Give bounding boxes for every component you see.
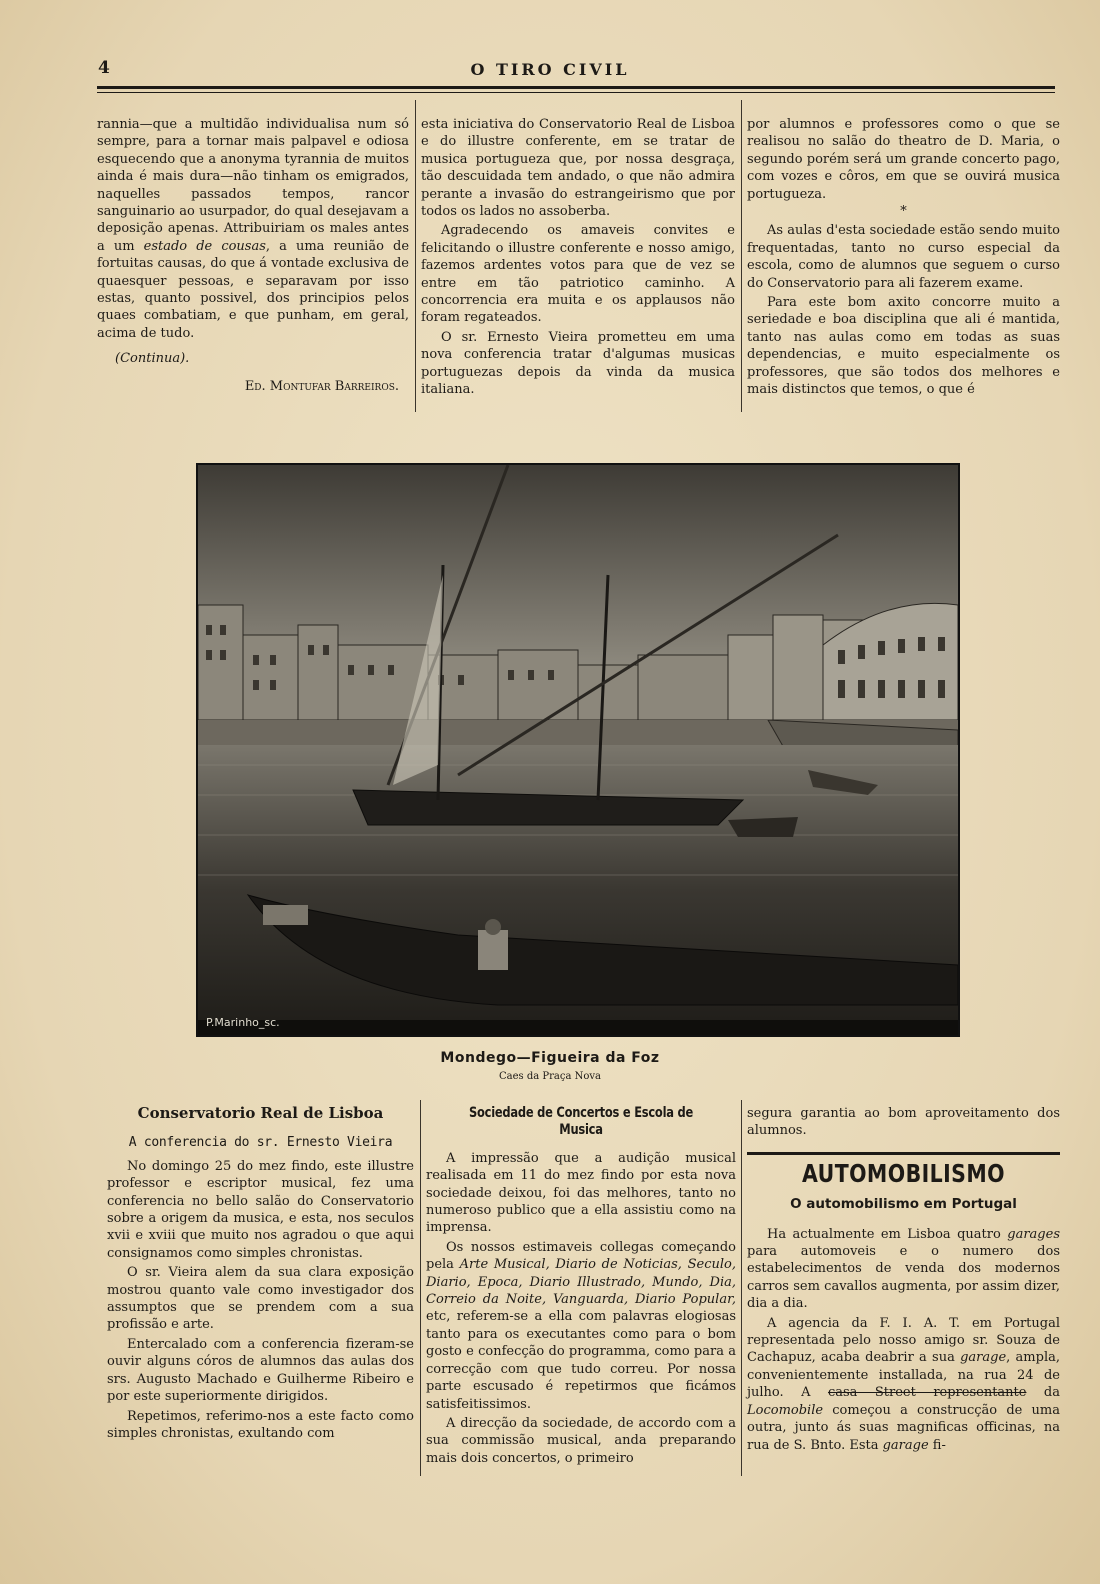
column-divider bbox=[420, 1100, 421, 1476]
article-paragraph: O sr. Ernesto Vieira prometteu em uma nova conferencia tratar d'algumas musicas portuguezas depois da vinda da musica italiana. bbox=[421, 329, 735, 398]
article-paragraph: Para este bom axito concorre muito a seriedade e boa disciplina que ali é mantida, tanto nas aulas como em todas as suas dependencias, e muito especialmente os professores, que são todos dos melhores e mais distinctos que temos, o que é bbox=[747, 295, 1060, 398]
top-column-2 bbox=[421, 116, 735, 401]
article-paragraph: A agencia da F. I. A. T. em Portugal representada pelo nosso amigo sr. Souza de Cachapuz, acaba deabrir a sua garage, ampla, convenientemente installada, na rua 24 de julho. A casa Street representante da Locomobile começou a construcção de uma outra, junto ás suas magnificas officinas, na rua de S. Bnto. Esta garage fi- bbox=[747, 1315, 1060, 1453]
bottom-column-3 bbox=[747, 1105, 1060, 1456]
article-subtitle: O automobilismo em Portugal bbox=[790, 1196, 1017, 1213]
article-paragraph: Entercalado com a conferencia fizeram-se ouvir alguns córos de alumnos das aulas dos srs. Augusto Machado e Guilherme Ribeiro e por este superiormente dirigidos. bbox=[107, 1336, 414, 1405]
article-paragraph: segura garantia ao bom aproveitamento dos alumnos. bbox=[747, 1106, 1060, 1139]
author-signature: Ed. Montufar Barreiros. bbox=[244, 378, 399, 394]
article-title: Sociedade de Concertos e Escola de Musica bbox=[468, 1105, 694, 1139]
top-column-1 bbox=[97, 116, 409, 395]
bottom-column-1 bbox=[107, 1105, 414, 1444]
article-paragraph: Agradecendo os amaveis convites e felicitando o illustre conferente e nosso amigo, fazemos ardentes votos para que de vez se entre em tão patriotico caminho. A concorrencia era muita e os applausos não foram regateados. bbox=[421, 223, 735, 326]
photo-caption: Mondego—Figueira da Foz bbox=[440, 1050, 660, 1066]
article-paragraph: No domingo 25 do mez findo, este illustre professor e escriptor musical, fez uma conferencia no bello salão do Conservatorio sobre a origem da musica, e esta, nos seculos xvii e xviii que muito nos agradou o que aqui consignamos como simples chronistas. bbox=[107, 1158, 414, 1261]
article-paragraph: Os nossos estimaveis collegas começando pela Arte Musical, Diario de Noticias, Seculo, Diario, Epoca, Diario Illustrado, Mundo, Dia, Correio da Noite, Vanguarda, Diario Popular, etc, referem-se a ella com palavras elogiosas tanto para os executantes como para o bom gosto e confecção do programma, como para a correcção com que tudo correu. Por nossa parte escusado é repetirmos que ficámos satisfeitissimos. bbox=[426, 1239, 736, 1412]
article-paragraph: esta iniciativa do Conservatorio Real de Lisboa e do illustre conferente, em se tratar de musica portugueza que, por nossa desgraça, tão descuidada tem andado, o que não admira perante a invasão do estrangeirismo que por todos os lados no assoberba. bbox=[421, 117, 735, 220]
masthead-rule-thin bbox=[97, 92, 1055, 93]
article-title: Conservatorio Real de Lisboa bbox=[137, 1104, 384, 1122]
harbor-photograph bbox=[196, 463, 960, 1037]
top-column-3 bbox=[747, 116, 1060, 401]
article-text: rannia—que a multidão individualisa num só sempre, para a tornar mais palpavel e odiosa esquecendo que a anonyma tyrannia de muitos ainda é mais dura—não tinham os emigrados, naquelles passados tempos, rancor sanguinario ao usurpador, do qual desejavam a deposição apenas. Attribuiriam os males antes a um estado de cousas, a uma reunião de fortuitas causas, do que á vontade exclusiva de quaesquer pessoas, e separavam por isso estas, quanto possivel, dos principios pelos quaes combatiam, e que punham, em geral, acima de tudo. bbox=[97, 117, 410, 341]
masthead-rule-thick bbox=[97, 86, 1055, 89]
article-paragraph: Repetimos, referimo-nos a este facto como simples chronistas, exultando com bbox=[107, 1408, 414, 1441]
column-divider bbox=[415, 100, 416, 412]
article-paragraph: As aulas d'esta sociedade estão sendo muito frequentadas, tanto no curso especial da escola, como de alumnos que seguem o curso do Conservatorio para ali fazerem exame. bbox=[747, 223, 1060, 291]
section-star: * bbox=[900, 204, 907, 220]
engraver-signature: P.Marinho_sc. bbox=[206, 1016, 280, 1029]
article-paragraph: A direcção da sociedade, de accordo com a sua commissão musical, anda preparando mais dois concertos, o primeiro bbox=[426, 1415, 736, 1466]
column-divider bbox=[741, 100, 742, 412]
page-number: 4 bbox=[98, 58, 110, 78]
photo-subcaption: Caes da Praça Nova bbox=[499, 1071, 601, 1082]
harbor-illustration bbox=[198, 465, 958, 1035]
article-paragraph: Ha actualmente em Lisboa quatro garages para automoveis e o numero dos estabelecimentos de venda dos modernos carros sem cavallos augmenta, por assim dizer, dia a dia. bbox=[747, 1226, 1060, 1312]
article-subtitle: A conferencia do sr. Ernesto Vieira bbox=[128, 1135, 393, 1151]
article-paragraph: A impressão que a audição musical realisada em 11 do mez findo por esta nova sociedade deixou, foi das melhores, tanto no numeroso publico que a ella assistiu como na imprensa. bbox=[426, 1150, 736, 1236]
masthead: O TIRO CIVIL bbox=[470, 60, 630, 79]
section-rule bbox=[747, 1152, 1060, 1155]
section-title: AUTOMOBILISMO bbox=[801, 1158, 1005, 1188]
bottom-column-2 bbox=[426, 1105, 736, 1469]
column-divider bbox=[741, 1100, 742, 1476]
article-paragraph: por alumnos e professores como o que se realisou no salão do theatro de D. Maria, o segundo porém será um grande concerto pago, com vozes e côros, em que se ouvirá musica portugueza. bbox=[747, 117, 1060, 202]
article-paragraph: O sr. Vieira alem da sua clara exposição mostrou quanto vale como investigador dos assumptos que se prendem com a sua profissão e arte. bbox=[107, 1265, 414, 1333]
continued-note: (Continua). bbox=[115, 351, 190, 367]
